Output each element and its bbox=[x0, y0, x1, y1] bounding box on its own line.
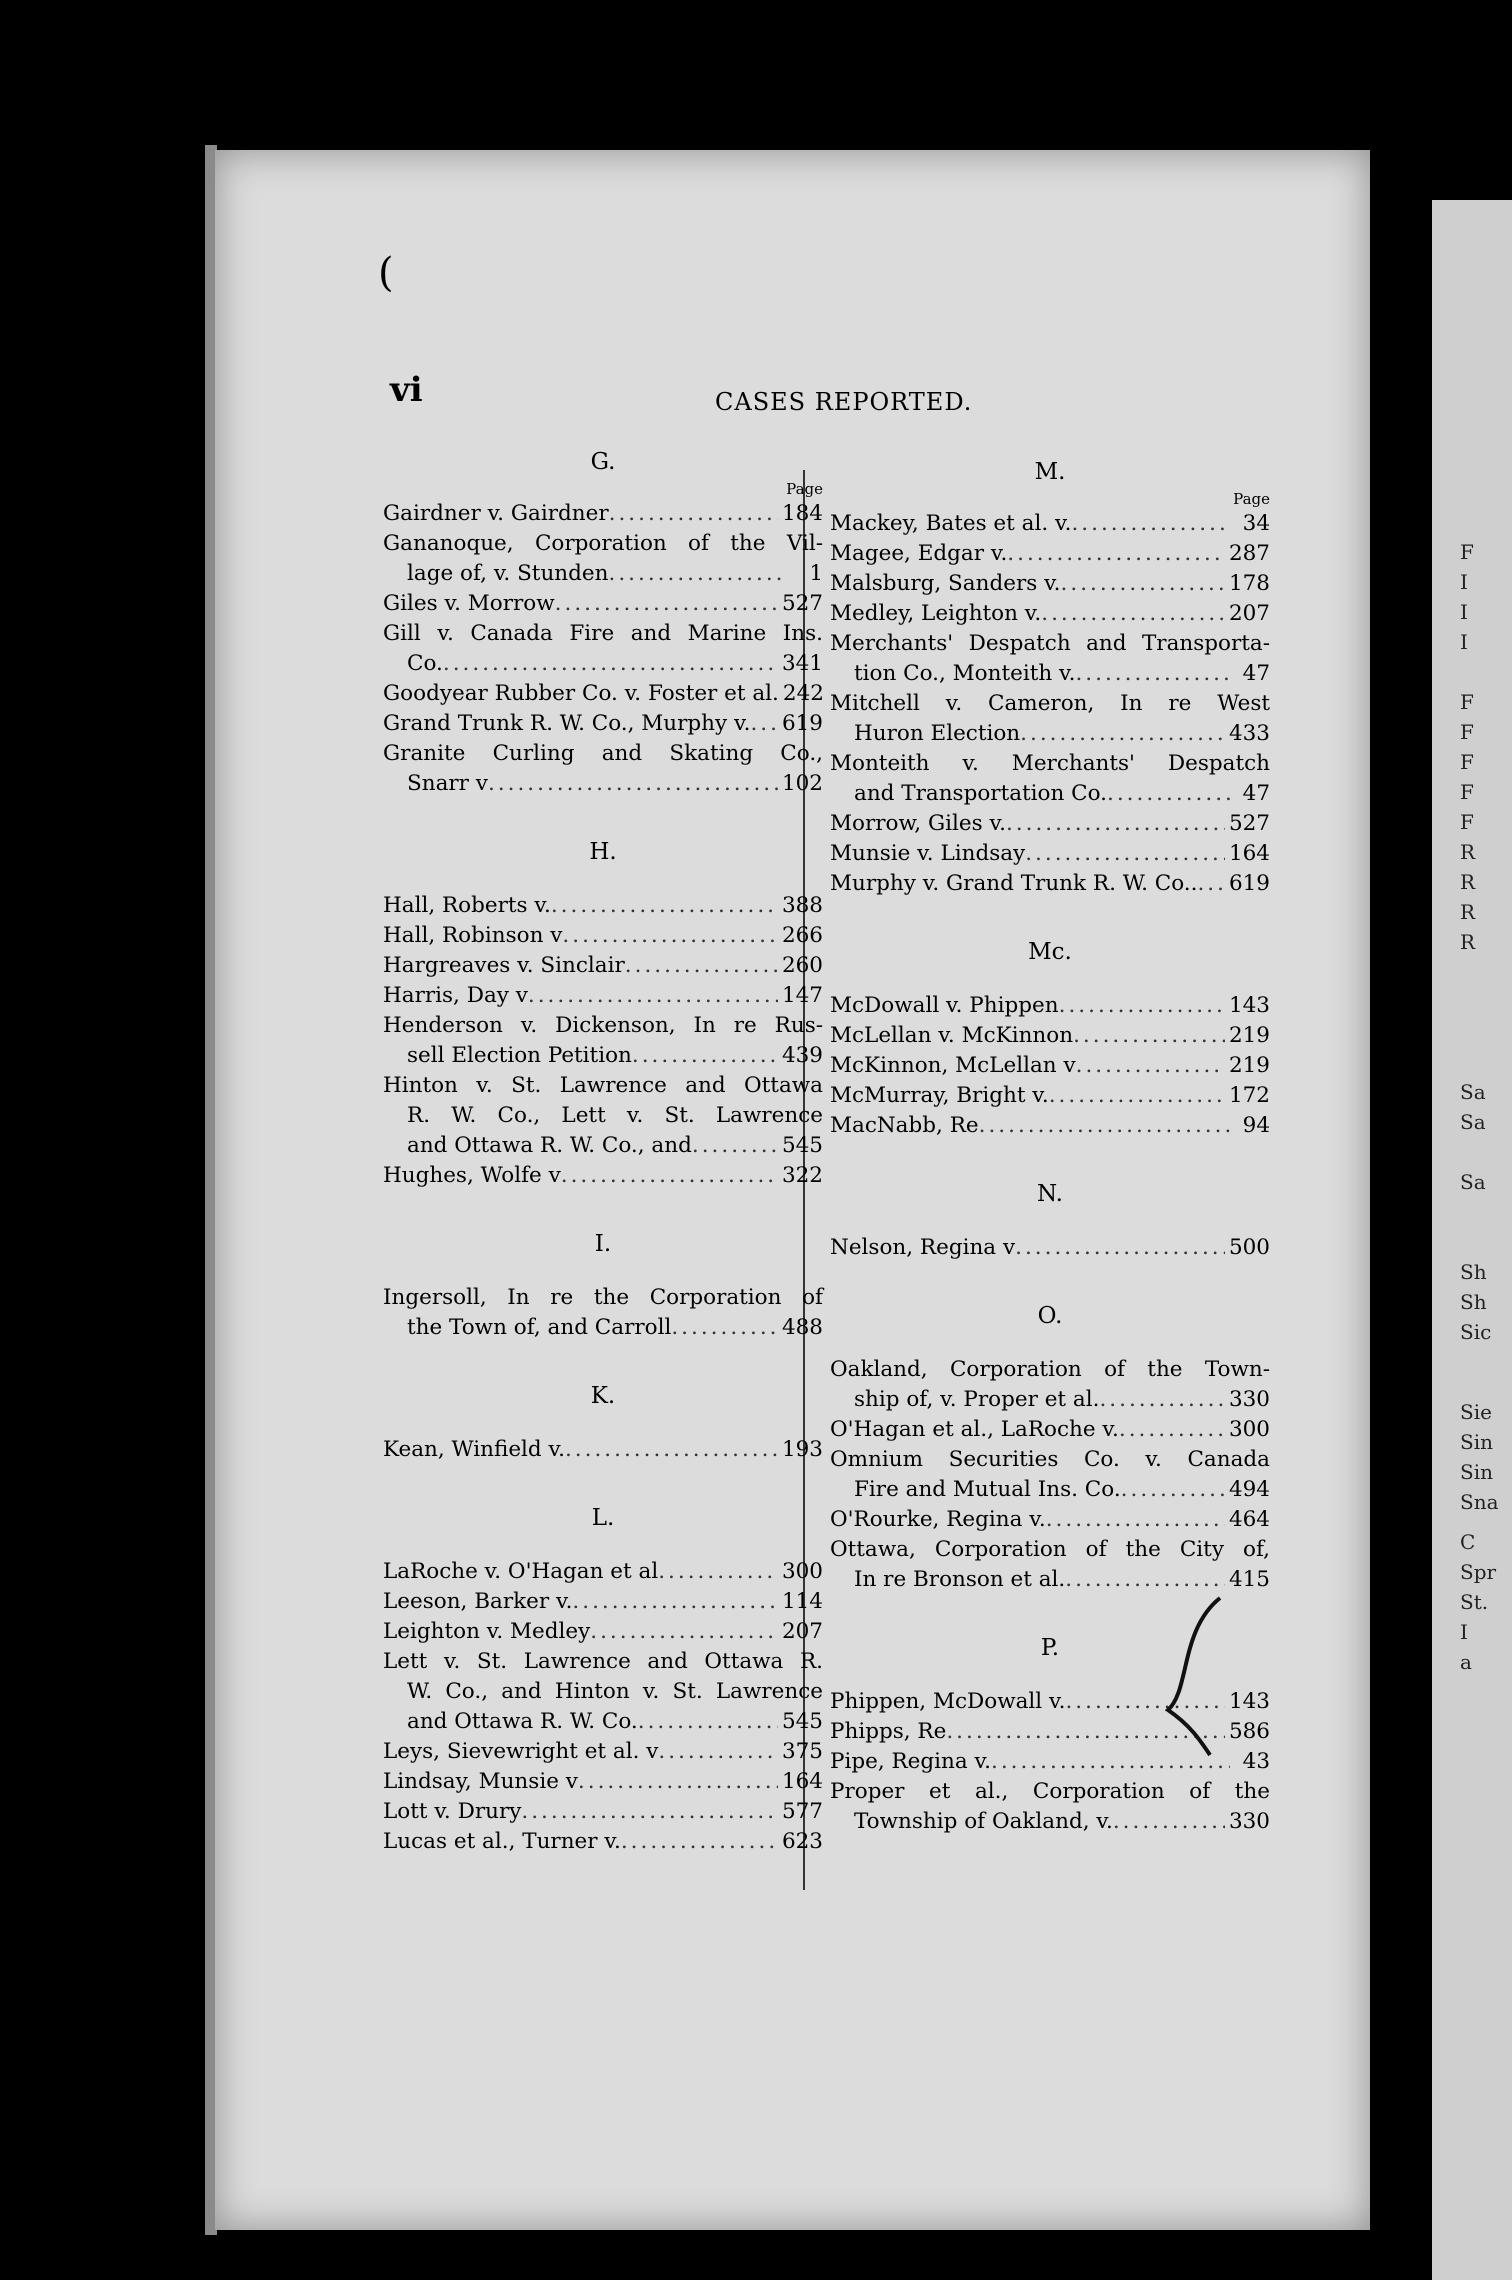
adjacent-page-letter: Sic bbox=[1460, 1320, 1492, 1344]
adjacent-page-letter: Sa bbox=[1460, 1170, 1486, 1194]
index-entry bbox=[383, 529, 823, 589]
index-entry bbox=[830, 539, 1270, 569]
index-entry bbox=[383, 619, 823, 679]
index-entry bbox=[383, 1161, 823, 1191]
entry-name: Giles v. Morrow bbox=[383, 591, 555, 616]
entry-page: 143 bbox=[1228, 1689, 1270, 1714]
entry-page: 619 bbox=[781, 711, 823, 736]
index-entry bbox=[383, 1587, 823, 1617]
entry-name: Medley, Leighton v. bbox=[830, 601, 1042, 626]
leader-dots bbox=[488, 769, 778, 799]
entry-line: Merchants' Despatch and Transporta- bbox=[830, 631, 1270, 656]
entry-last-line bbox=[383, 769, 823, 799]
leader-dots bbox=[528, 981, 778, 1011]
entry-name: Lott v. Drury bbox=[383, 1799, 522, 1824]
entry-page: 242 bbox=[782, 681, 824, 706]
entry-name: MacNabb, Re bbox=[830, 1113, 979, 1138]
entry-name: McDowall v. Phippen bbox=[830, 993, 1059, 1018]
entry-page: 207 bbox=[781, 1619, 823, 1644]
entry-name: ship of, v. Proper et al. bbox=[854, 1387, 1100, 1412]
index-entry bbox=[383, 981, 823, 1011]
section-letter: M. bbox=[1034, 459, 1066, 485]
entry-name: O'Rourke, Regina v. bbox=[830, 1507, 1046, 1532]
adjacent-page-letter: Sh bbox=[1460, 1290, 1487, 1314]
entry-line: Granite Curling and Skating Co., bbox=[383, 741, 823, 766]
index-entry bbox=[383, 1767, 823, 1797]
leader-dots bbox=[1197, 869, 1225, 899]
index-entry bbox=[383, 679, 823, 709]
leader-dots bbox=[1071, 509, 1230, 539]
leader-dots bbox=[638, 1707, 778, 1737]
adjacent-page-letter: Sin bbox=[1460, 1460, 1493, 1484]
adjacent-page-letter: St. bbox=[1460, 1590, 1489, 1614]
section-spacer bbox=[383, 1261, 823, 1283]
index-entry bbox=[830, 1081, 1270, 1111]
entry-page: 322 bbox=[781, 1163, 823, 1188]
entry-page: 102 bbox=[781, 771, 823, 796]
entry-last-line bbox=[383, 1707, 823, 1737]
section-spacer bbox=[383, 869, 823, 891]
adjacent-page-letter: a bbox=[1460, 1650, 1472, 1674]
leader-dots bbox=[1073, 1021, 1225, 1051]
section-spacer bbox=[830, 1333, 1270, 1355]
entry-page: 527 bbox=[1228, 811, 1270, 836]
adjacent-page-letter: C bbox=[1460, 1530, 1476, 1554]
adjacent-page-letter: F bbox=[1460, 750, 1474, 774]
index-entry bbox=[830, 569, 1270, 599]
leader-dots bbox=[671, 1313, 778, 1343]
leader-dots bbox=[551, 891, 778, 921]
leader-dots bbox=[608, 559, 783, 589]
entry-line: Oakland, Corporation of the Town- bbox=[830, 1357, 1270, 1382]
entry-page: 47 bbox=[1242, 781, 1270, 806]
leader-dots bbox=[1113, 1807, 1225, 1837]
leader-dots bbox=[1059, 991, 1225, 1021]
leader-dots bbox=[621, 1827, 778, 1857]
entry-last-line bbox=[830, 1807, 1270, 1837]
entry-page: 164 bbox=[1228, 841, 1270, 866]
index-entry bbox=[383, 951, 823, 981]
leader-dots bbox=[750, 709, 778, 739]
adjacent-page-letter: Sh bbox=[1460, 1260, 1487, 1284]
entry-line: Mitchell v. Cameron, In re West bbox=[830, 691, 1270, 716]
entry-last-line bbox=[830, 1385, 1270, 1415]
index-entry bbox=[830, 1355, 1270, 1415]
entry-name: McKinnon, McLellan v bbox=[830, 1053, 1076, 1078]
leader-dots bbox=[1121, 1475, 1225, 1505]
index-entry bbox=[830, 809, 1270, 839]
entry-name: Grand Trunk R. W. Co., Murphy v. bbox=[383, 711, 751, 736]
entry-name: Gairdner v. Gairdner bbox=[383, 501, 609, 526]
leader-dots bbox=[1076, 1051, 1225, 1081]
entry-name: Magee, Edgar v. bbox=[830, 541, 1008, 566]
index-entry bbox=[830, 1051, 1270, 1081]
entry-page: 94 bbox=[1242, 1113, 1270, 1138]
entry-name: Goodyear Rubber Co. v. Foster et al. bbox=[383, 681, 779, 706]
index-entry bbox=[383, 1283, 823, 1343]
entry-page: 623 bbox=[781, 1829, 823, 1854]
adjacent-page-letter: Sin bbox=[1460, 1430, 1493, 1454]
adjacent-page-letter: I bbox=[1460, 600, 1468, 624]
entry-last-line bbox=[383, 649, 823, 679]
index-entry bbox=[830, 599, 1270, 629]
adjacent-page-letter: Spr bbox=[1460, 1560, 1497, 1584]
entry-page: 494 bbox=[1228, 1477, 1270, 1502]
leader-dots bbox=[625, 951, 778, 981]
entry-page: 545 bbox=[781, 1709, 823, 1734]
entry-page: 114 bbox=[781, 1589, 823, 1614]
leader-dots bbox=[578, 1767, 778, 1797]
leader-dots bbox=[1041, 599, 1225, 629]
entry-name: LaRoche v. O'Hagan et al bbox=[383, 1559, 659, 1584]
entry-page: 184 bbox=[781, 501, 823, 526]
entry-line: Henderson v. Dickenson, In re Rus- bbox=[383, 1013, 823, 1038]
leader-dots bbox=[443, 649, 778, 679]
section-spacer bbox=[383, 1413, 823, 1435]
entry-name: Leeson, Barker v. bbox=[383, 1589, 573, 1614]
index-entry bbox=[383, 1557, 823, 1587]
index-entry bbox=[383, 499, 823, 529]
entry-name: Malsburg, Sanders v. bbox=[830, 571, 1061, 596]
entry-name: sell Election Petition bbox=[407, 1043, 632, 1068]
entry-page: 586 bbox=[1228, 1719, 1270, 1744]
entry-name: Co. bbox=[407, 651, 443, 676]
index-entry bbox=[383, 921, 823, 951]
entry-page: 300 bbox=[781, 1559, 823, 1584]
entry-name: Huron Election bbox=[854, 721, 1021, 746]
index-entry bbox=[383, 1827, 823, 1857]
entry-page: 266 bbox=[781, 923, 823, 948]
section-gap bbox=[830, 899, 1270, 935]
entry-page: 172 bbox=[1228, 1083, 1270, 1108]
page-column-label: Page bbox=[1233, 490, 1270, 508]
handwritten-bracket-mark bbox=[1160, 1590, 1230, 1760]
index-entry bbox=[383, 891, 823, 921]
leader-dots bbox=[1015, 1233, 1225, 1263]
index-entry bbox=[383, 1071, 823, 1161]
index-entry bbox=[383, 1647, 823, 1737]
entry-name: Hall, Robinson v bbox=[383, 923, 563, 948]
entry-name: O'Hagan et al., LaRoche v. bbox=[830, 1417, 1119, 1442]
entry-page: 619 bbox=[1228, 871, 1270, 896]
index-entry bbox=[830, 689, 1270, 749]
leader-dots bbox=[565, 1435, 778, 1465]
entry-name: Phippen, McDowall v. bbox=[830, 1689, 1066, 1714]
leader-dots bbox=[979, 1111, 1230, 1141]
section-letter: O. bbox=[1037, 1303, 1063, 1329]
entry-line: R. W. Co., Lett v. St. Lawrence bbox=[407, 1103, 823, 1128]
entry-name: tion Co., Monteith v. bbox=[854, 661, 1076, 686]
entry-name: Fire and Mutual Ins. Co. bbox=[854, 1477, 1121, 1502]
entry-page: 527 bbox=[781, 591, 823, 616]
entry-name: Morrow, Giles v. bbox=[830, 811, 1006, 836]
section-letter: K. bbox=[590, 1383, 616, 1409]
adjacent-page-letter: Sa bbox=[1460, 1110, 1486, 1134]
entry-line: Ingersoll, In re the Corporation of bbox=[383, 1285, 823, 1310]
leader-dots bbox=[561, 1161, 778, 1191]
entry-page: 341 bbox=[781, 651, 823, 676]
index-entry bbox=[383, 1617, 823, 1647]
leader-dots bbox=[658, 1737, 778, 1767]
index-entry bbox=[830, 1233, 1270, 1263]
adjacent-page-letter: Sa bbox=[1460, 1080, 1486, 1104]
entry-page: 577 bbox=[781, 1799, 823, 1824]
index-entry bbox=[383, 1435, 823, 1465]
entry-last-line bbox=[830, 659, 1270, 689]
leader-dots bbox=[1046, 1505, 1225, 1535]
entry-line: Proper et al., Corporation of the bbox=[830, 1779, 1270, 1804]
leader-dots bbox=[555, 589, 778, 619]
section-gap bbox=[830, 1263, 1270, 1299]
entry-page: 219 bbox=[1228, 1023, 1270, 1048]
index-entry bbox=[830, 839, 1270, 869]
entry-line: Gill v. Canada Fire and Marine Ins. bbox=[383, 621, 823, 646]
leader-dots bbox=[1007, 539, 1225, 569]
adjacent-page-letter: F bbox=[1460, 690, 1474, 714]
adjacent-page-letter: R bbox=[1460, 930, 1476, 954]
entry-page: 47 bbox=[1242, 661, 1270, 686]
entry-name: Murphy v. Grand Trunk R. W. Co.. bbox=[830, 871, 1198, 896]
entry-page: 330 bbox=[1228, 1809, 1270, 1834]
entry-name: Phipps, Re bbox=[830, 1719, 947, 1744]
section-letter: N. bbox=[1037, 1181, 1063, 1207]
section-gap bbox=[383, 1191, 823, 1227]
entry-name: In re Bronson et al. bbox=[854, 1567, 1066, 1592]
index-entry bbox=[383, 589, 823, 619]
entry-name: McLellan v. McKinnon bbox=[830, 1023, 1074, 1048]
adjacent-page-letter: I bbox=[1460, 1620, 1468, 1644]
entry-line: W. Co., and Hinton v. St. Lawrence bbox=[407, 1679, 823, 1704]
index-entry bbox=[383, 1011, 823, 1071]
entry-name: Hughes, Wolfe v bbox=[383, 1163, 561, 1188]
entry-name: Munsie v. Lindsay bbox=[830, 841, 1026, 866]
leader-dots bbox=[1099, 1385, 1225, 1415]
pencil-mark: ( bbox=[378, 250, 394, 296]
entry-page: 219 bbox=[1228, 1053, 1270, 1078]
running-head: CASES REPORTED. bbox=[715, 388, 973, 416]
leader-dots bbox=[1107, 779, 1230, 809]
entry-name: Nelson, Regina v bbox=[830, 1235, 1016, 1260]
section-letter: G. bbox=[590, 449, 616, 475]
entry-last-line bbox=[383, 1041, 823, 1071]
leader-dots bbox=[658, 1557, 778, 1587]
index-entry bbox=[383, 1737, 823, 1767]
index-entry bbox=[830, 509, 1270, 539]
adjacent-page-letter: I bbox=[1460, 570, 1468, 594]
index-entry bbox=[830, 1021, 1270, 1051]
leader-dots bbox=[632, 1041, 778, 1071]
entry-name: Lindsay, Munsie v bbox=[383, 1769, 578, 1794]
adjacent-page-letter: R bbox=[1460, 870, 1476, 894]
entry-page: 488 bbox=[781, 1315, 823, 1340]
entry-line: Gananoque, Corporation of the Vil- bbox=[383, 531, 823, 556]
index-entry bbox=[830, 1535, 1270, 1595]
entry-name: Kean, Winfield v. bbox=[383, 1437, 565, 1462]
leader-dots bbox=[1049, 1081, 1225, 1111]
leader-dots bbox=[609, 499, 778, 529]
entry-page: 147 bbox=[781, 983, 823, 1008]
entry-last-line bbox=[830, 1475, 1270, 1505]
adjacent-page-letter: F bbox=[1460, 720, 1474, 744]
entry-name: lage of, v. Stunden bbox=[407, 561, 609, 586]
entry-page: 43 bbox=[1242, 1749, 1270, 1774]
leader-dots bbox=[1025, 839, 1225, 869]
entry-page: 193 bbox=[781, 1437, 823, 1462]
entry-page: 500 bbox=[1228, 1235, 1270, 1260]
entry-name: Pipe, Regina v. bbox=[830, 1749, 991, 1774]
section-letter: L. bbox=[591, 1505, 615, 1531]
entry-name: McMurray, Bright v. bbox=[830, 1083, 1049, 1108]
adjacent-page-letter: R bbox=[1460, 900, 1476, 924]
section-letter: Mc. bbox=[1028, 939, 1072, 965]
leader-dots bbox=[1075, 659, 1230, 689]
folio-number: vi bbox=[390, 370, 423, 410]
section-letter: P. bbox=[1040, 1635, 1060, 1661]
adjacent-page-letter: Sna bbox=[1460, 1490, 1499, 1514]
entry-line: Monteith v. Merchants' Despatch bbox=[830, 751, 1270, 776]
index-entry bbox=[830, 1445, 1270, 1505]
adjacent-page-letter: Sie bbox=[1460, 1400, 1492, 1424]
entry-name: Snarr v bbox=[407, 771, 488, 796]
entry-page: 464 bbox=[1228, 1507, 1270, 1532]
entry-name: Lucas et al., Turner v. bbox=[383, 1829, 621, 1854]
leader-dots bbox=[521, 1797, 778, 1827]
section-gap bbox=[383, 1343, 823, 1379]
index-column-left bbox=[383, 445, 823, 1857]
index-entry bbox=[830, 991, 1270, 1021]
leader-dots bbox=[1119, 1415, 1225, 1445]
entry-name: and Ottawa R. W. Co. bbox=[407, 1709, 638, 1734]
section-gap bbox=[383, 1465, 823, 1501]
section-spacer bbox=[830, 969, 1270, 991]
index-entry bbox=[830, 629, 1270, 689]
entry-page: 207 bbox=[1228, 601, 1270, 626]
page-column-label: Page bbox=[786, 480, 823, 498]
entry-page: 433 bbox=[1228, 721, 1270, 746]
section-letter: H. bbox=[589, 839, 617, 865]
index-entry bbox=[383, 739, 823, 799]
entry-page: 287 bbox=[1228, 541, 1270, 566]
entry-line: Ottawa, Corporation of the City of, bbox=[830, 1537, 1270, 1562]
section-letter: I. bbox=[594, 1231, 612, 1257]
entry-line: Lett v. St. Lawrence and Ottawa R. bbox=[383, 1649, 823, 1674]
entry-page: 260 bbox=[781, 953, 823, 978]
entry-page: 375 bbox=[781, 1739, 823, 1764]
entry-name: and Transportation Co. bbox=[854, 781, 1108, 806]
entry-last-line bbox=[830, 719, 1270, 749]
entry-page: 143 bbox=[1228, 993, 1270, 1018]
adjacent-page-letter: F bbox=[1460, 780, 1474, 804]
index-entry bbox=[830, 1111, 1270, 1141]
index-entry bbox=[383, 1797, 823, 1827]
entry-page: 34 bbox=[1242, 511, 1270, 536]
adjacent-page-fragment bbox=[1432, 200, 1512, 2280]
entry-last-line bbox=[383, 559, 823, 589]
entry-name: and Ottawa R. W. Co., and bbox=[407, 1133, 692, 1158]
leader-dots bbox=[572, 1587, 778, 1617]
entry-page: 164 bbox=[781, 1769, 823, 1794]
leader-dots bbox=[1061, 569, 1225, 599]
entry-page: 439 bbox=[781, 1043, 823, 1068]
leader-dots bbox=[1006, 809, 1225, 839]
leader-dots bbox=[590, 1617, 778, 1647]
entry-name: Leys, Sievewright et al. v bbox=[383, 1739, 659, 1764]
entry-page: 1 bbox=[809, 561, 823, 586]
section-spacer bbox=[383, 1535, 823, 1557]
entry-last-line bbox=[383, 1131, 823, 1161]
adjacent-page-letter: R bbox=[1460, 840, 1476, 864]
section-gap bbox=[383, 799, 823, 835]
index-entry bbox=[830, 869, 1270, 899]
entry-page: 388 bbox=[781, 893, 823, 918]
adjacent-page-letter: F bbox=[1460, 540, 1474, 564]
index-entry bbox=[830, 1415, 1270, 1445]
section-spacer bbox=[830, 1211, 1270, 1233]
index-entry bbox=[830, 1777, 1270, 1837]
entry-page: 545 bbox=[781, 1133, 823, 1158]
entry-line: Hinton v. St. Lawrence and Ottawa bbox=[383, 1073, 823, 1098]
entry-name: Harris, Day v bbox=[383, 983, 528, 1008]
entry-name: Hargreaves v. Sinclair bbox=[383, 953, 625, 978]
entry-last-line bbox=[383, 1313, 823, 1343]
entry-name: Leighton v. Medley bbox=[383, 1619, 591, 1644]
section-gap bbox=[830, 1141, 1270, 1177]
entry-name: the Town of, and Carroll bbox=[407, 1315, 672, 1340]
entry-name: Hall, Roberts v. bbox=[383, 893, 551, 918]
entry-page: 415 bbox=[1228, 1567, 1270, 1592]
index-entry bbox=[830, 749, 1270, 809]
entry-name: Township of Oakland, v. bbox=[854, 1809, 1113, 1834]
entry-line: Omnium Securities Co. v. Canada bbox=[830, 1447, 1270, 1472]
entry-last-line bbox=[830, 779, 1270, 809]
adjacent-page-letter: I bbox=[1460, 630, 1468, 654]
leader-dots bbox=[1020, 719, 1225, 749]
entry-name: Mackey, Bates et al. v. bbox=[830, 511, 1072, 536]
leader-dots bbox=[692, 1131, 778, 1161]
entry-page: 178 bbox=[1228, 571, 1270, 596]
adjacent-page-letter: F bbox=[1460, 810, 1474, 834]
entry-page: 330 bbox=[1228, 1387, 1270, 1412]
index-entry bbox=[383, 709, 823, 739]
index-entry bbox=[830, 1505, 1270, 1535]
leader-dots bbox=[562, 921, 778, 951]
entry-page: 300 bbox=[1228, 1417, 1270, 1442]
